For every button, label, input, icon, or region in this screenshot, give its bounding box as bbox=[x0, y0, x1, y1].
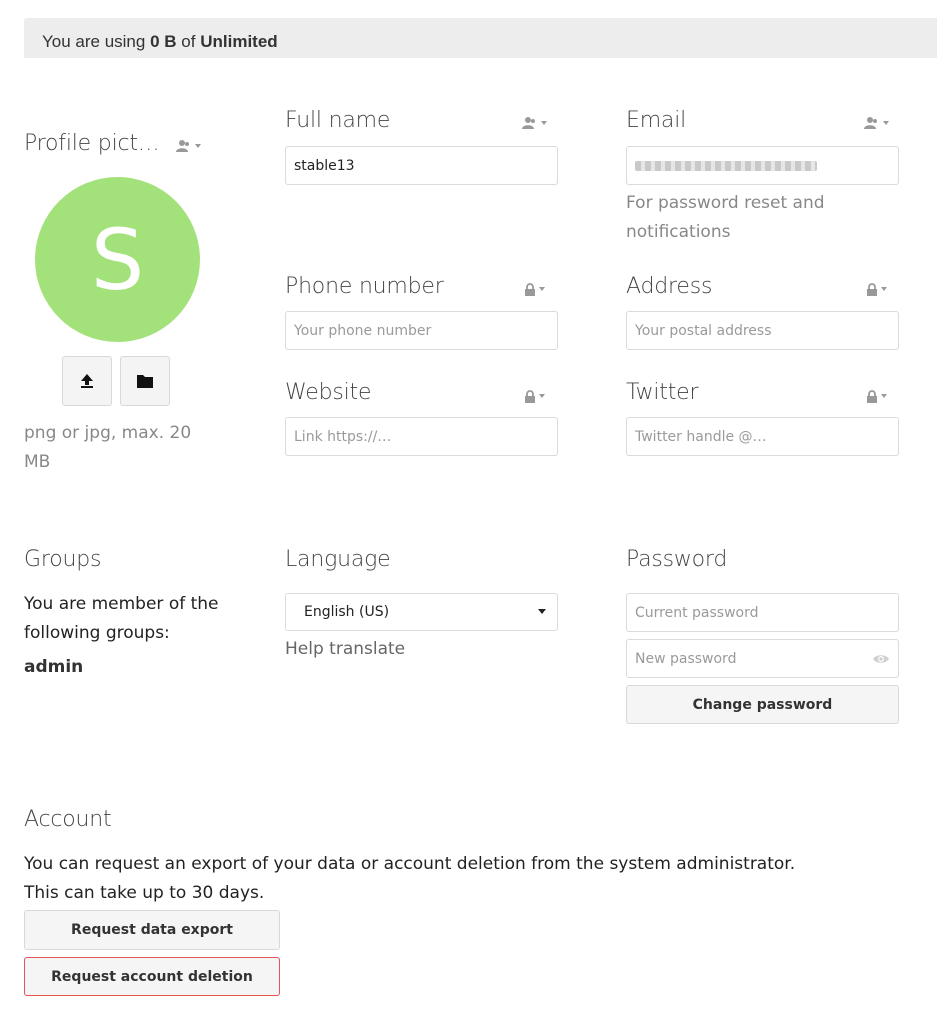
email-hint: For password reset and notifications bbox=[626, 193, 825, 242]
avatar bbox=[35, 177, 200, 342]
new-password-field[interactable] bbox=[626, 639, 899, 678]
profile-picture-heading: Profile pict… bbox=[24, 131, 160, 156]
new-password-placeholder: New password bbox=[635, 650, 737, 667]
request-account-deletion-button[interactable]: Request account deletion bbox=[24, 957, 280, 996]
twitter-scope-menu[interactable] bbox=[866, 386, 902, 406]
website-field[interactable]: Link https://… bbox=[285, 417, 558, 456]
website-scope-menu[interactable] bbox=[524, 386, 560, 406]
dropdown-caret-icon bbox=[538, 609, 546, 614]
chevron-down-icon bbox=[541, 121, 547, 125]
full-name-scope-menu[interactable] bbox=[522, 113, 558, 133]
quota-bar bbox=[24, 18, 937, 58]
account-description: You can request an export of your data or account deletion from the system administrator. This can take up to 30 days. bbox=[24, 854, 796, 903]
avatar-hint: png or jpg, max. 20 MB bbox=[24, 423, 192, 472]
language-heading: Language bbox=[285, 547, 391, 572]
upload-icon bbox=[79, 373, 95, 389]
lock-icon bbox=[524, 390, 536, 403]
quota-limit: Unlimited bbox=[200, 32, 278, 51]
language-select[interactable] bbox=[285, 593, 558, 631]
chevron-down-icon bbox=[539, 287, 545, 291]
chevron-down-icon bbox=[881, 287, 887, 291]
email-scope-menu[interactable] bbox=[864, 113, 900, 133]
contacts-scope-icon bbox=[522, 116, 538, 130]
chevron-down-icon bbox=[883, 121, 889, 125]
avatar-letter: S bbox=[90, 210, 145, 309]
eye-icon[interactable] bbox=[872, 653, 890, 665]
address-field[interactable]: Your postal address bbox=[626, 311, 899, 350]
request-data-export-button[interactable]: Request data export bbox=[24, 910, 280, 950]
groups-description: You are member of the following groups: bbox=[24, 594, 219, 643]
chevron-down-icon bbox=[539, 394, 545, 398]
language-selected: English (US) bbox=[304, 604, 390, 620]
email-heading: Email bbox=[626, 108, 687, 133]
lock-icon bbox=[866, 390, 878, 403]
profile-scope-menu[interactable] bbox=[176, 136, 212, 156]
quota-of: of bbox=[181, 32, 196, 51]
group-name: admin bbox=[24, 657, 84, 677]
email-field[interactable] bbox=[626, 146, 899, 185]
account-heading: Account bbox=[24, 807, 112, 832]
full-name-heading: Full name bbox=[285, 108, 391, 133]
twitter-heading: Twitter bbox=[626, 380, 699, 405]
upload-avatar-button[interactable] bbox=[62, 356, 112, 406]
phone-heading: Phone number bbox=[285, 274, 444, 299]
address-heading: Address bbox=[626, 274, 713, 299]
website-heading: Website bbox=[285, 380, 372, 405]
contacts-scope-icon bbox=[864, 116, 880, 130]
help-translate-link[interactable]: Help translate bbox=[285, 639, 406, 659]
quota-used: 0 B bbox=[150, 32, 177, 51]
password-heading: Password bbox=[626, 547, 728, 572]
folder-icon bbox=[137, 374, 153, 388]
phone-scope-menu[interactable] bbox=[524, 279, 560, 299]
full-name-field[interactable]: stable13 bbox=[285, 146, 558, 185]
lock-icon bbox=[866, 283, 878, 296]
lock-icon bbox=[524, 283, 536, 296]
twitter-field[interactable]: Twitter handle @… bbox=[626, 417, 899, 456]
current-password-field[interactable]: Current password bbox=[626, 593, 899, 632]
change-password-button[interactable]: Change password bbox=[626, 685, 899, 724]
quota-prefix: You are using bbox=[42, 32, 146, 51]
chevron-down-icon bbox=[195, 144, 201, 148]
groups-heading: Groups bbox=[24, 547, 102, 572]
address-scope-menu[interactable] bbox=[866, 279, 902, 299]
choose-avatar-from-files-button[interactable] bbox=[120, 356, 170, 406]
phone-field[interactable]: Your phone number bbox=[285, 311, 558, 350]
email-redacted bbox=[635, 161, 817, 171]
chevron-down-icon bbox=[881, 394, 887, 398]
contacts-scope-icon bbox=[176, 139, 192, 153]
